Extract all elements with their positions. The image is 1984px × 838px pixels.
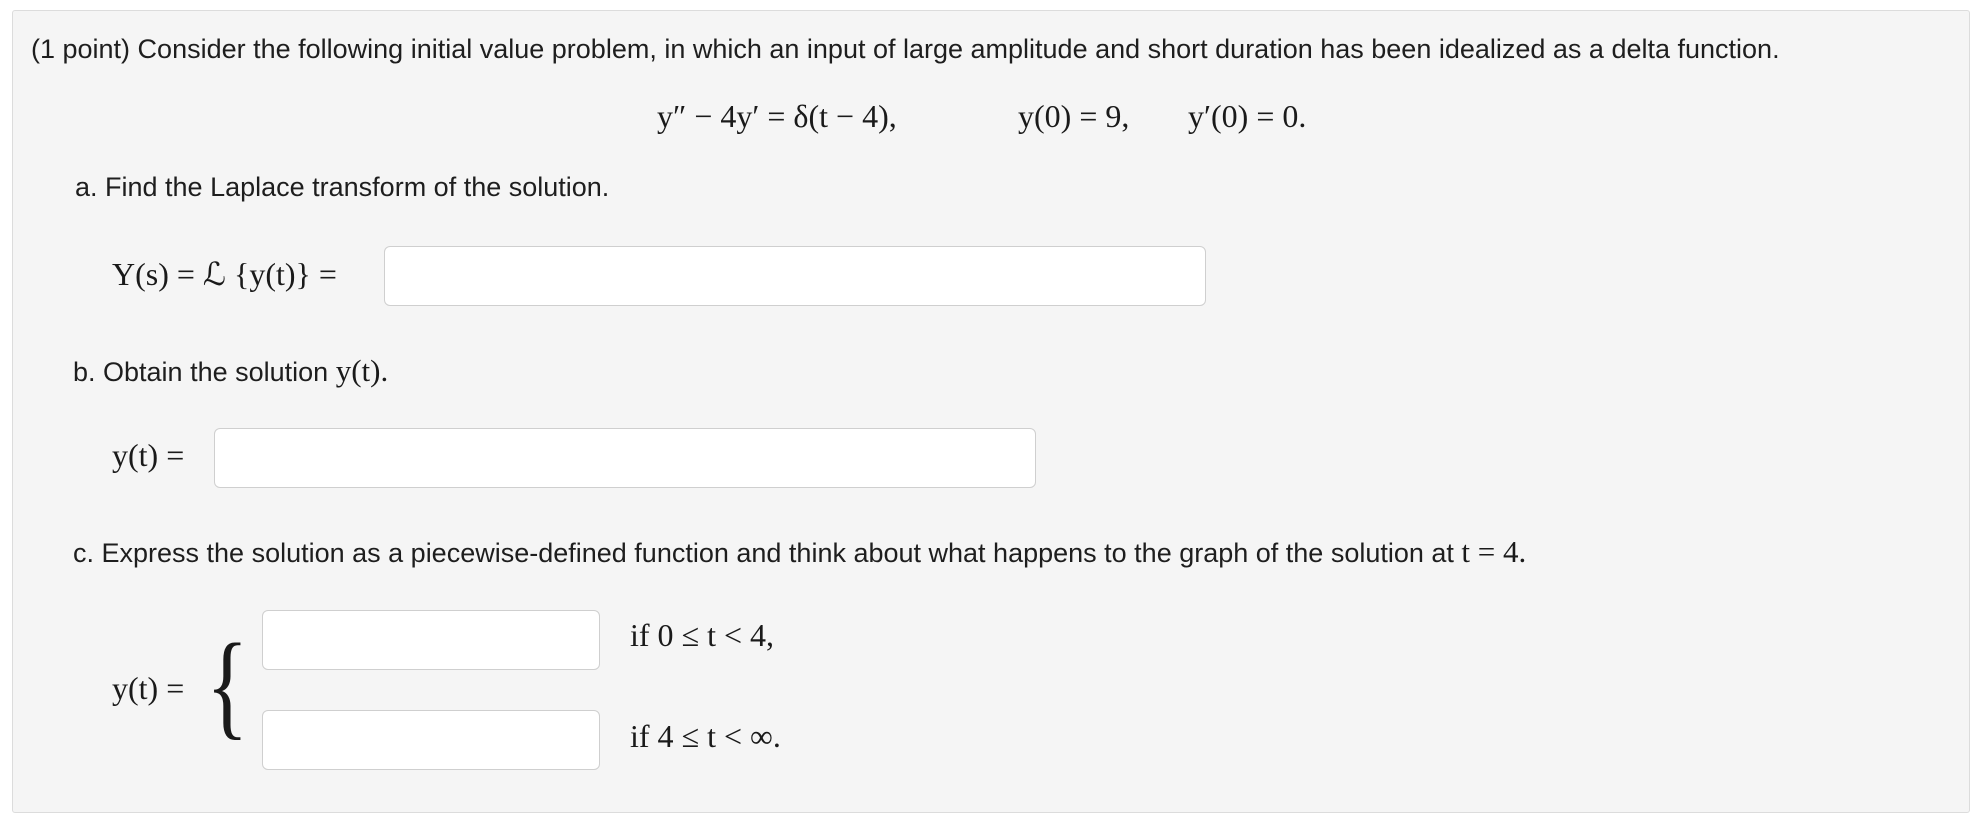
piecewise-case-1-answer-field[interactable] — [262, 610, 600, 670]
laplace-transform-answer-field[interactable] — [384, 246, 1206, 306]
initial-condition-yprime: y′(0) = 0. — [1188, 98, 1307, 134]
problem-panel — [12, 10, 1970, 813]
part-b-prompt-math: y(t). — [335, 353, 389, 388]
solution-answer-field[interactable] — [214, 428, 1036, 488]
part-b-prompt — [73, 353, 388, 389]
part-a-prompt: a. Find the Laplace transform of the solution. — [75, 172, 610, 202]
piecewise-case-2-condition: if 4 ≤ t < ∞. — [630, 718, 781, 754]
part-c-label: y(t) = — [112, 670, 185, 706]
piecewise-case-1-condition: if 0 ≤ t < 4, — [630, 617, 775, 653]
part-c-prompt-text: c. Express the solution as a piecewise-defined function and think about what happens to the graph of the solution at — [73, 538, 1454, 568]
part-b-prompt-text: b. Obtain the solution — [73, 357, 329, 387]
part-c-prompt-math: t = 4. — [1461, 534, 1527, 569]
piecewise-case-2-answer-field[interactable] — [262, 710, 600, 770]
piecewise-brace: { — [206, 619, 249, 750]
ode-equation: y″ − 4y′ = δ(t − 4), — [657, 98, 897, 134]
part-b-label: y(t) = — [112, 437, 185, 473]
initial-condition-y: y(0) = 9, — [1018, 98, 1130, 134]
part-c-prompt — [73, 534, 1526, 570]
part-a-label: Y(s) = ℒ {y(t)} = — [112, 256, 337, 292]
problem-intro: (1 point) Consider the following initial value problem, in which an input of large amplitude and short duration has been idealized as a delta function. — [31, 34, 1780, 64]
